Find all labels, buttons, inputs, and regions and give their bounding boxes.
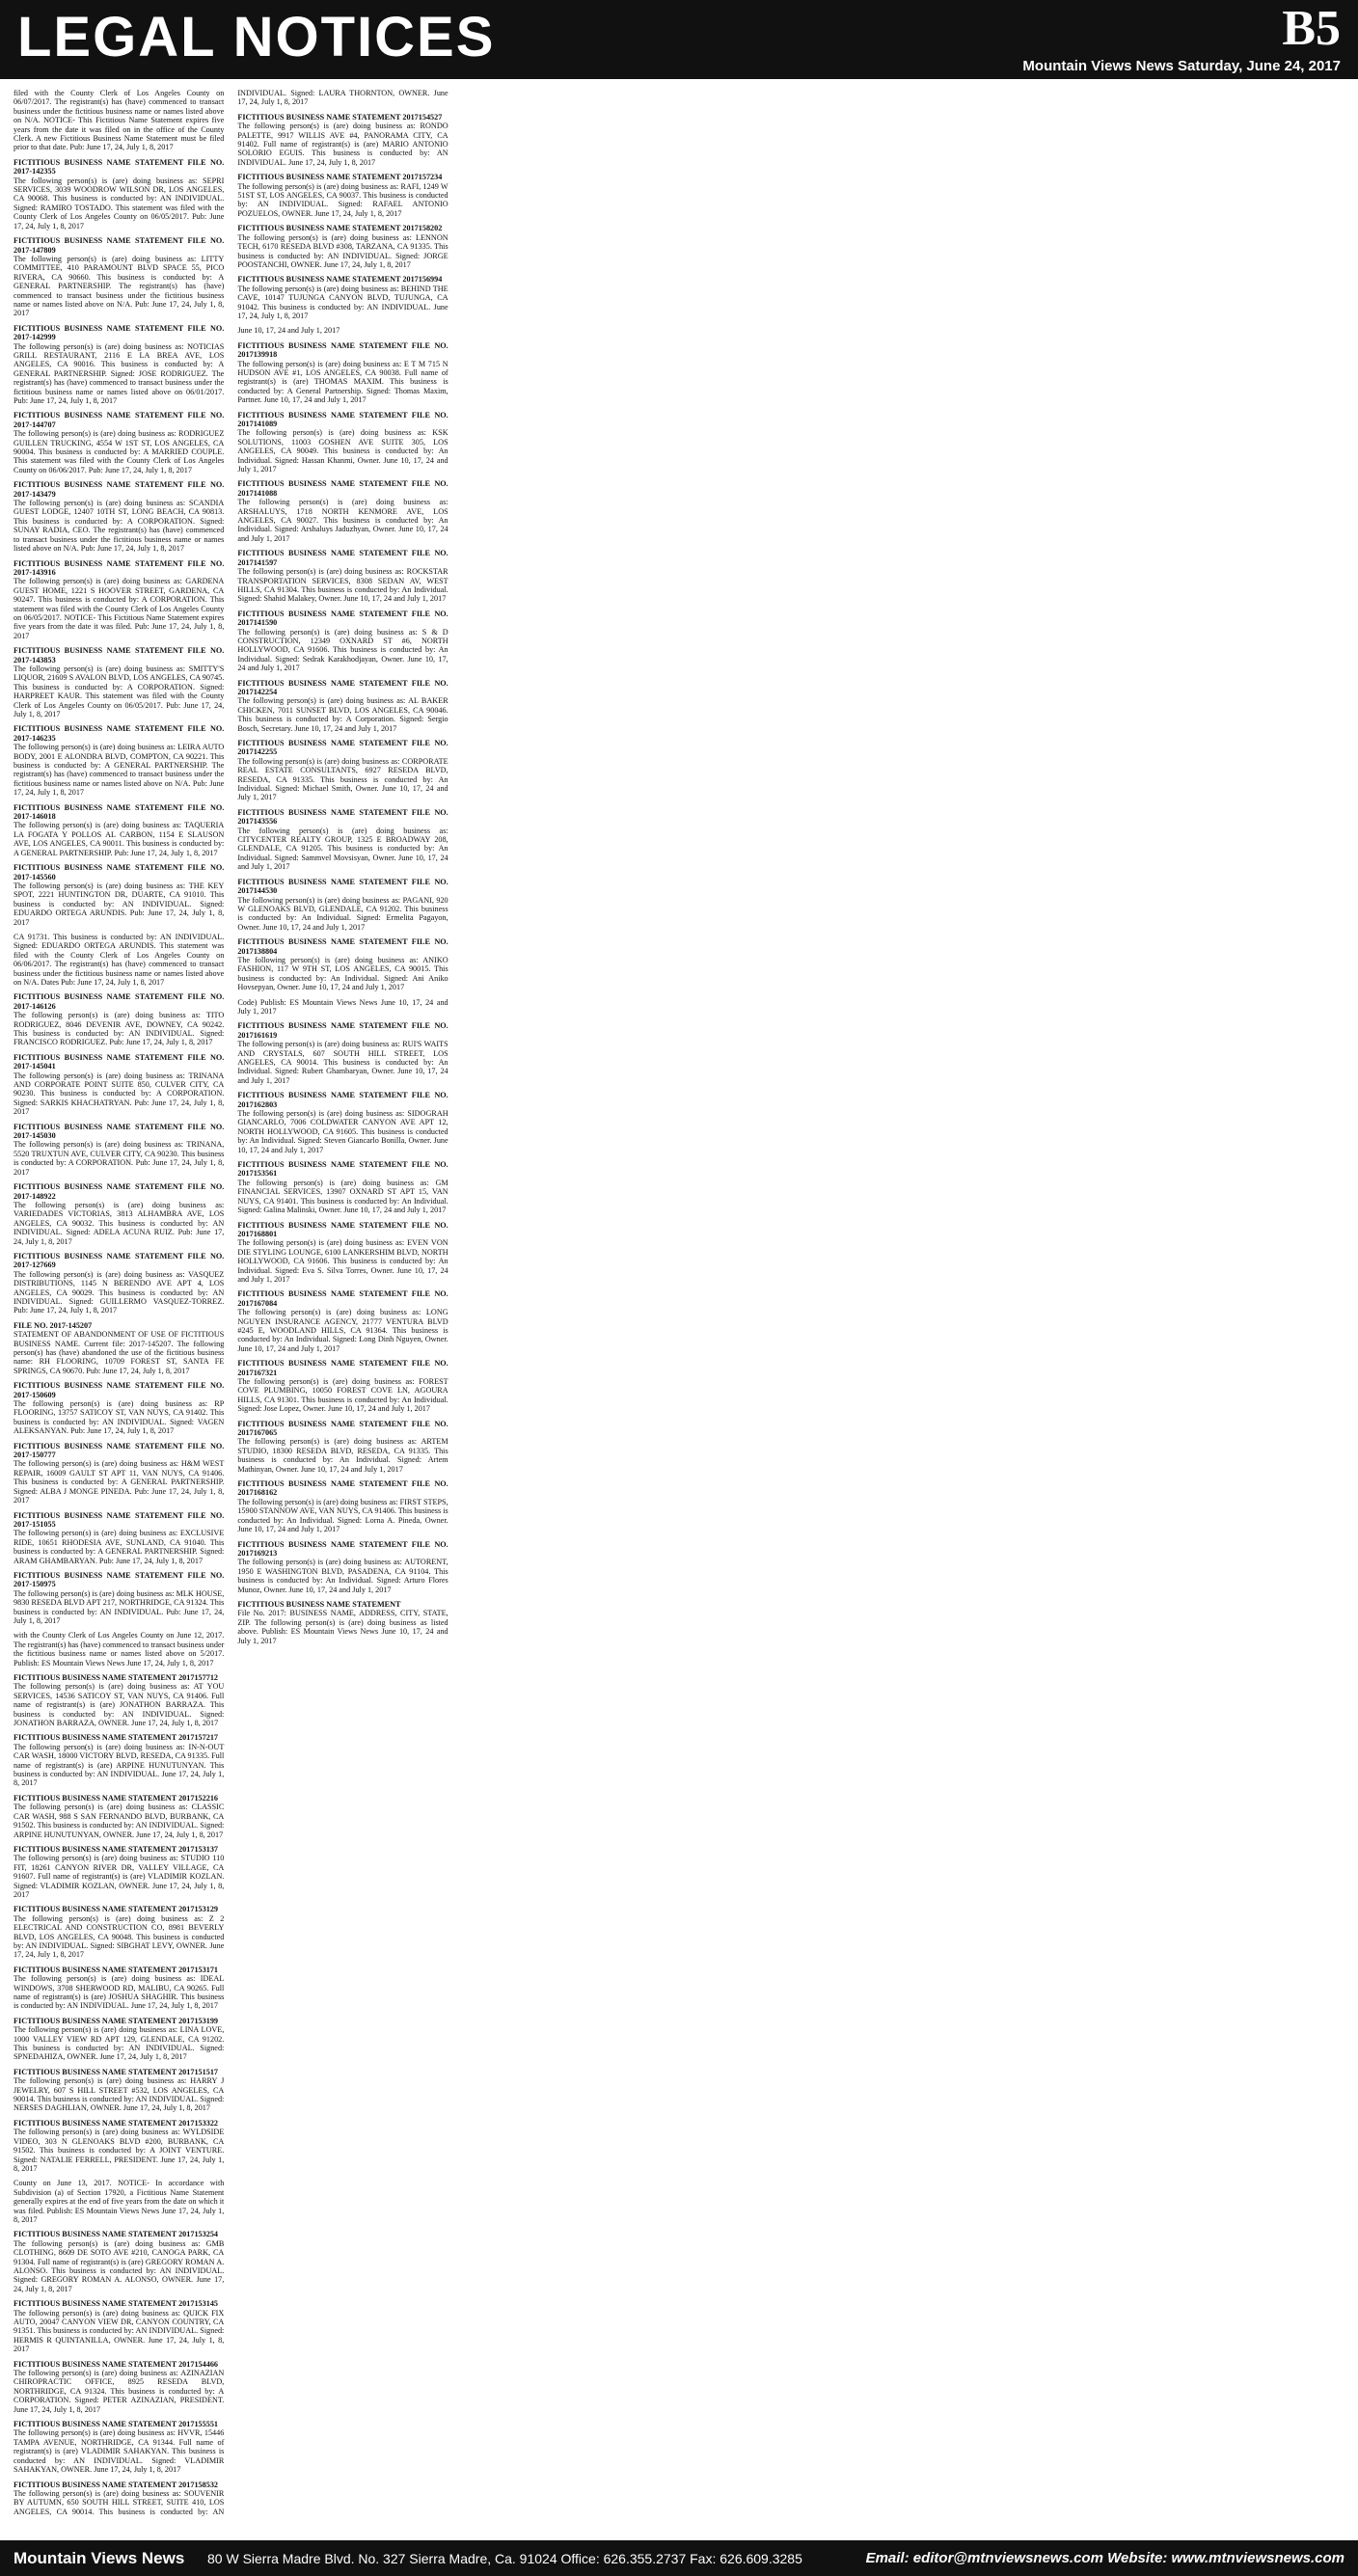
notice-heading: FICTITIOUS BUSINESS NAME STATEMENT 2017156994 bbox=[237, 275, 443, 285]
notice-text: The following person(s) is (are) doing business as: RODRIGUEZ GUILLEN TRUCKING, 4554 W 1ST ST, LOS ANGELES, CA 90004. This business is conducted by: A MARRIED COUPLE. This statement was filed with the County Clerk of Los Angeles County on 06/06/2017. Pub: June 17, 24, July 1, 8, 2017 bbox=[14, 429, 225, 475]
notice-heading: FICTITIOUS BUSINESS NAME STATEMENT FILE NO. 2017-127669 bbox=[14, 1251, 225, 1270]
notice-heading: FICTITIOUS BUSINESS NAME STATEMENT 2017153199 bbox=[14, 2016, 219, 2025]
notice-heading: FICTITIOUS BUSINESS NAME STATEMENT 2017157234 bbox=[237, 173, 443, 182]
notice-heading: FICTITIOUS BUSINESS NAME STATEMENT FILE NO. 2017141089 bbox=[237, 410, 448, 428]
notice-heading: FICTITIOUS BUSINESS NAME STATEMENT FILE NO. 2017168162 bbox=[237, 1479, 448, 1498]
notice-text: The following person(s) is (are) doing business as: HARRY J JEWELRY, 607 S HILL STREET #532, LOS ANGELES, CA 90014. This business is conducted by: AN INDIVIDUAL. Signed: NERSES DAGHLIAN, OWNER. June 17, 24, July 1, 8, 2017 bbox=[14, 2076, 225, 2113]
legal-notice bbox=[237, 1289, 448, 1353]
legal-notice bbox=[14, 1673, 224, 1727]
legal-notice bbox=[14, 992, 224, 1046]
notice-heading: FICTITIOUS BUSINESS NAME STATEMENT FILE NO. 2017-146235 bbox=[14, 724, 225, 743]
notice-text: The following person(s) is (are) doing business as: EXCLUSIVE RIDE, 10651 RHODESIA AVE, SUNLAND, CA 91040. This business is conducted by: A GENERAL PARTNERSHIP. Signed: ARAM GHAMBARYAN. Pub: June 17, 24, July 1, 8, 2017 bbox=[14, 1529, 225, 1565]
notice-heading: FICTITIOUS BUSINESS NAME STATEMENT 2017157217 bbox=[14, 1733, 219, 1743]
notice-text: The following person(s) is (are) doing business as: VASQUEZ DISTRIBUTIONS, 1145 N BERENDO AVE APT 4, LOS ANGELES, CA 90029. This business is conducted by: AN INDIVIDUAL. Signed: GUILLERMO VASQUEZ-TORREZ. Pub: June 17, 24, July 1, 8, 2017 bbox=[14, 1269, 225, 1315]
notice-heading: FICTITIOUS BUSINESS NAME STATEMENT FILE NO. 2017-145030 bbox=[14, 1122, 225, 1141]
footer-bar bbox=[0, 2540, 1358, 2576]
notice-heading: FICTITIOUS BUSINESS NAME STATEMENT FILE NO. 2017141597 bbox=[237, 549, 448, 567]
notice-text: The following person(s) is (are) doing business as: NOTICIAS GRILL RESTAURANT, 2116 E LA BREA AVE, LOS ANGELES, CA 90016. This business is conducted by: A GENERAL PARTNERSHIP. Signed: JOSE RODRIGUEZ. The registrant(s) has (have) commenced to transact business under the fictitious business name or names listed above on 06/01/2017. Pub: June 17, 24, July 1, 8, 2017 bbox=[14, 341, 225, 405]
notice-text: filed with the County Clerk of Los Angeles County on 06/07/2017. The registrant(s) has (have) commenced to transact business under the fictitious business name or names listed above on N/A. NOTICE- This Fictitious Name Statement expires five years from the date it was filed on in the office of the County Clerk. A new Fictitious Business Name Statement must be filed prior to that date. Pub: June 17, 24, July 1, 8, 2017 bbox=[14, 89, 225, 152]
notice-heading: FICTITIOUS BUSINESS NAME STATEMENT FILE NO. 2017139918 bbox=[237, 340, 448, 360]
notice-heading: FICTITIOUS BUSINESS NAME STATEMENT FILE NO. 2017-143853 bbox=[14, 646, 225, 664]
legal-notice bbox=[14, 236, 224, 318]
notice-text: The following person(s) is (are) doing business as: TAQUERIA LA FOGATA Y POLLOS AL CARBON, 1154 E SLAUSON AVE, LOS ANGELES, CA 90011. This business is conducted by: A GENERAL PARTNERSHIP. Pub: June 17, 24, July 1, 8, 2017 bbox=[14, 821, 225, 857]
notice-heading: FICTITIOUS BUSINESS NAME STATEMENT 2017153137 bbox=[14, 1844, 219, 1854]
notice-heading: FICTITIOUS BUSINESS NAME STATEMENT FILE NO. 2017161619 bbox=[237, 1021, 448, 1040]
notice-text: with the County Clerk of Los Angeles County on June 12, 2017. The registrant(s) has (have) commenced to transact business under the fictitious business name or names listed above on 5/2017. Publish: ES Mountain Views News June 17, 24, July 1, 8, 2017 bbox=[14, 1631, 225, 1668]
footer-paper-name: Mountain Views News bbox=[14, 2549, 185, 2567]
legal-notice bbox=[14, 411, 224, 475]
notice-text: The following person(s) is (are) doing business as: CITYCENTER REALTY GROUP, 1325 E BROADWAY 208, GLENDALE, CA 91205. This business is conducted by: An Individual. Signed: Sammvel Movsisyan, Owner. June 10, 17, 24 and July 1, 2017 bbox=[237, 826, 448, 872]
legal-notice bbox=[14, 1966, 224, 2011]
legal-notice bbox=[237, 549, 448, 603]
notice-text: The following person(s) is (are) doing business as: CORPORATE REAL ESTATE CONSULTANTS, 6927 RESEDA BLVD, RESEDA, CA 91335. This business is conducted by: An Individual. Signed: Michael Smith, Owner. June 10, 17, 24 and July 1, 2017 bbox=[237, 756, 448, 802]
notice-heading: FICTITIOUS BUSINESS NAME STATEMENT 2017158532 bbox=[14, 2480, 219, 2489]
legal-notice bbox=[237, 1021, 448, 1085]
notice-heading: FICTITIOUS BUSINESS NAME STATEMENT 2017155551 bbox=[14, 2420, 219, 2429]
notice-text: The following person(s) is (are) doing business as: AUTORENT, 1950 E WASHINGTON BLVD, PASADENA, CA 91104. This business is conducted by: An Individual. Signed: Arturo Flores Munoz, Owner. June 10, 17, 24 and July 1, 2017 bbox=[237, 1558, 448, 1594]
notice-text: The following person(s) is (are) doing business as: TRINANA, 5520 TRUXTUN AVE, CULVER CITY, CA 90230. This business is conducted by: A CORPORATION. Pub: June 17, 24, July 1, 8, 2017 bbox=[14, 1140, 225, 1177]
legal-notice bbox=[14, 2017, 224, 2062]
notice-text: The following person(s) is (are) doing business as: EVEN VON DIE STYLING LOUNGE, 6100 LANKERSHIM BLVD, NORTH HOLLYWOOD, CA 91606. This business is conducted by: An Individual. Signed: Eva S. Silva Torres, Owner. June 10, 17, 24 and July 1, 2017 bbox=[237, 1238, 448, 1284]
notice-text: The following person(s) is (are) doing business as: SOUVENIR BY AUTUMN, 650 SOUTH HILL STREET, SUITE 410, LOS ANGELES, CA 90014. This business is conducted by: AN INDIVIDUAL. Signed: LAURA THORNTON, OWNER. June 17, 24, July 1, 8, 2017 bbox=[14, 89, 448, 2516]
notice-text: The following person(s) is (are) doing business as: BEHIND THE CAVE, 10147 TUJUNGA CANYON BLVD, TUJUNGA, CA 91042. This business is conducted by: AN INDIVIDUAL. June 17, 24, July 1, 8, 2017 bbox=[237, 284, 448, 320]
footer-address: 80 W Sierra Madre Blvd. No. 327 Sierra Madre, Ca. 91024 Office: 626.355.2737 Fax: 626.609.3285 bbox=[207, 2551, 802, 2566]
notice-heading: FICTITIOUS BUSINESS NAME STATEMENT FILE NO. 2017144530 bbox=[237, 877, 448, 896]
legal-notice bbox=[237, 173, 448, 218]
legal-notices-body bbox=[14, 89, 1344, 2529]
legal-notice bbox=[14, 1733, 224, 1787]
notice-text: The following person(s) is (are) doing business as: QUICK FIX AUTO, 20047 CANYON VIEW DR, CANYON COUNTRY, CA 91351. This business is conducted by: AN INDIVIDUAL. Signed: HERMIS R QUINTANILLA, OWNER. June 17, 24, July 1, 8, 2017 bbox=[14, 2308, 225, 2354]
notice-text: CA 91731. This business is conducted by: AN INDIVIDUAL. Signed: EDUARDO ORTEGA ARUNDIS. This statement was filed with the County Clerk of Los Angeles County on 06/06/2017. The registrant(s) has (have) commenced to transact business under the fictitious business name or names listed above on N/A. Dates Pub: June 17, 24, July 1, 8, 2017 bbox=[14, 932, 225, 987]
notice-heading: FICTITIOUS BUSINESS NAME STATEMENT FILE NO. 2017141590 bbox=[237, 609, 448, 628]
legal-notice bbox=[14, 1182, 224, 1246]
notice-text: The following person(s) is (are) doing business as: TRINANA AND CORPORATE POINT SUITE 850, CULVER CITY, CA 90230. This business is conducted by: A CORPORATION. Signed: SARKIS KHACHATRYAN. Pub: June 17, 24, July 1, 8, 2017 bbox=[14, 1071, 225, 1117]
legal-notice bbox=[14, 1053, 224, 1117]
notice-heading: FICTITIOUS BUSINESS NAME STATEMENT 2017154466 bbox=[14, 2359, 219, 2369]
legal-notice bbox=[237, 341, 448, 405]
notice-text: The following person(s) is (are) doing business as: GM FINANCIAL SERVICES, 13907 OXNARD ST APT 15, VAN NUYS, CA 91401. This business is conducted by: An Individual. Signed: Galina Malinski, Owner. June 10, 17, 24 and July 1, 2017 bbox=[237, 1178, 448, 1215]
notice-heading: FICTITIOUS BUSINESS NAME STATEMENT FILE NO. 2017-147809 bbox=[14, 236, 225, 255]
notice-text: The following person(s) is (are) doing business as: MLK HOUSE, 9830 RESEDA BLVD APT 217, NORTHRIDGE, CA 91324. This business is conducted by: AN INDIVIDUAL. Pub: June 17, 24, July 1, 8, 2017 bbox=[14, 1588, 225, 1625]
notice-text: The following person(s) is (are) doing business as: H&M WEST REPAIR, 16009 GAULT ST APT 11, VAN NUYS, CA 91406. This business is conducted by: A GENERAL PARTNERSHIP. Signed: ALBA J MONGE PINEDA. Pub: June 17, 24, July 1, 8, 2017 bbox=[14, 1459, 225, 1505]
notice-text: The following person(s) is (are) doing business as: E T M 715 N HUDSON AVE #1, LOS ANGELES, CA 90038. Full name of registrant(s) is (are) THOMAS MAXIM. This business is conducted by: A General Partnership. Signed: Thomas Maxim, Partner. June 10, 17, 24 and July 1, 2017 bbox=[237, 359, 448, 405]
legal-notice bbox=[237, 679, 448, 733]
notice-text: The following person(s) is (are) doing business as: GARDENA GUEST HOME, 1221 S HOOVER STREET, GARDENA, CA 90247. This business is conducted by: A CORPORATION. This statement was filed with the County Clerk of Los Angeles County on 06/05/2017. NOTICE- This Fictitious Name Statement expires five years from the date it was filed. Pub: June 17, 24, July 1, 8, 2017 bbox=[14, 577, 225, 640]
legal-notice bbox=[237, 998, 448, 1017]
notice-heading: FICTITIOUS BUSINESS NAME STATEMENT FILE NO. 2017-144707 bbox=[14, 411, 225, 429]
notice-heading: FICTITIOUS BUSINESS NAME STATEMENT FILE NO. 2017-148922 bbox=[14, 1182, 225, 1201]
notice-heading: FICTITIOUS BUSINESS NAME STATEMENT FILE NO. 2017-150975 bbox=[14, 1570, 225, 1589]
legal-notice bbox=[14, 559, 224, 641]
notice-text: The following person(s) is (are) doing business as: SCANDIA GUEST LODGE, 12407 10TH ST, LONG BEACH, CA 90813. This business is conducted by: A CORPORATION. Signed: SUNAY RADIA, CEO. The registrant(s) has (have) commenced to transact business under the fictitious business name or names listed above on N/A. Pub: June 17, 24, July 1, 8, 2017 bbox=[14, 499, 225, 554]
legal-notice bbox=[14, 1511, 224, 1565]
notice-heading: FICTITIOUS BUSINESS NAME STATEMENT 2017157712 bbox=[14, 1673, 219, 1682]
notice-columns bbox=[14, 89, 1344, 2529]
notice-text: The following person(s) is (are) doing business as: LEIRA AUTO BODY, 2001 E ALONDRA BLVD, COMPTON, CA 90221. This business is conducted by: A GENERAL PARTNERSHIP. The registrant(s) has (have) commenced to transact business under the fictitious business name or names listed above on N/A. Pub: June 17, 24, July 1, 8, 2017 bbox=[14, 743, 225, 798]
notice-text: The following person(s) is (are) doing business as: FIRST STEPS, 15900 STANNOW AVE, VAN NUYS, CA 91406. This business is conducted by: An Individual. Signed: Lorna A. Pineda, Owner. June 10, 17, 24 and July 1, 2017 bbox=[237, 1497, 448, 1534]
notice-heading: FICTITIOUS BUSINESS NAME STATEMENT FILE NO. 2017142254 bbox=[237, 678, 448, 696]
notice-heading: FICTITIOUS BUSINESS NAME STATEMENT 2017153254 bbox=[14, 2230, 219, 2239]
notice-heading: FICTITIOUS BUSINESS NAME STATEMENT FILE NO. 2017143556 bbox=[237, 807, 448, 827]
legal-notice bbox=[237, 878, 448, 932]
notice-heading: FICTITIOUS BUSINESS NAME STATEMENT bbox=[237, 1599, 401, 1609]
legal-notice bbox=[14, 324, 224, 406]
legal-notice bbox=[237, 479, 448, 543]
notice-heading: FICTITIOUS BUSINESS NAME STATEMENT FILE NO. 2017-142999 bbox=[14, 323, 225, 342]
notice-text: The following person(s) is (are) doing business as: IN-N-OUT CAR WASH, 18000 VICTORY BLVD, RESEDA, CA 91335. Full name of registrant(s) is (are) ARPINE HUNUTUNYAN. This business is conducted by: AN INDIVIDUAL. June 17, 24, July 1, 8, 2017 bbox=[14, 1742, 225, 1788]
legal-notice bbox=[237, 1359, 448, 1413]
legal-notice bbox=[14, 803, 224, 857]
notice-heading: FICTITIOUS BUSINESS NAME STATEMENT FILE NO. 2017167321 bbox=[237, 1359, 448, 1377]
notice-heading: FICTITIOUS BUSINESS NAME STATEMENT FILE NO. 2017-146018 bbox=[14, 802, 225, 822]
notice-heading: FICTITIOUS BUSINESS NAME STATEMENT FILE NO. 2017138804 bbox=[237, 937, 448, 956]
notice-text: The following person(s) is (are) doing business as: RP FLOORING, 13757 SATICOY ST, VAN NUYS, CA 91402. This business is conducted by: AN INDIVIDUAL. Signed: VAGEN ALEKSANYAN. Pub: June 17, 24, July 1, 8, 2017 bbox=[14, 1399, 225, 1436]
section-title: LEGAL NOTICES bbox=[17, 6, 496, 68]
notice-heading: FICTITIOUS BUSINESS NAME STATEMENT 2017154527 bbox=[237, 112, 443, 122]
legal-notice bbox=[237, 739, 448, 802]
legal-notice bbox=[237, 113, 448, 167]
notice-text: The following person(s) is (are) doing business as: CLASSIC CAR WASH, 988 S SAN FERNANDO BLVD, BURBANK, CA 91502. This business is conducted by: AN INDIVIDUAL. Signed: ARPINE HUNUTUNYAN, OWNER. June 17, 24, July 1, 8, 2017 bbox=[14, 1803, 225, 1839]
legal-notice bbox=[237, 1479, 448, 1533]
notice-text: The following person(s) is (are) doing business as: AL BAKER CHICKEN, 7011 SUNSET BLVD, LOS ANGELES, CA 90046. This business is conducted by: A Corporation. Signed: Sergio Bosch, Secretary. June 10, 17, 24 and July 1, 2017 bbox=[237, 696, 448, 733]
notice-heading: FICTITIOUS BUSINESS NAME STATEMENT FILE NO. 2017-150777 bbox=[14, 1441, 225, 1460]
notice-heading: FICTITIOUS BUSINESS NAME STATEMENT FILE NO. 2017-151055 bbox=[14, 1510, 225, 1529]
legal-notice bbox=[14, 646, 224, 719]
legal-notice bbox=[14, 724, 224, 797]
legal-notice bbox=[14, 1252, 224, 1315]
notice-text: The following person(s) is (are) doing business as: PAGANI, 920 W GLENOAKS BLVD, GLENDALE, CA 91202. This business is conducted by: An Individual. Signed: Ermelita Pagayon, Owner. June 10, 17, 24 and July 1, 2017 bbox=[237, 895, 448, 932]
legal-notice bbox=[237, 937, 448, 991]
legal-notice bbox=[14, 480, 224, 553]
legal-notice bbox=[237, 1160, 448, 1214]
notice-heading: FICTITIOUS BUSINESS NAME STATEMENT FILE NO. 2017-142355 bbox=[14, 157, 225, 176]
notice-heading: FICTITIOUS BUSINESS NAME STATEMENT FILE NO. 2017-145560 bbox=[14, 863, 225, 881]
masthead bbox=[0, 0, 1358, 79]
notice-heading: FICTITIOUS BUSINESS NAME STATEMENT 2017153145 bbox=[14, 2299, 219, 2309]
legal-notice bbox=[237, 411, 448, 475]
notice-heading: FILE NO. 2017-145207 bbox=[14, 1320, 93, 1330]
legal-notice bbox=[237, 1600, 448, 1645]
notice-heading: FICTITIOUS BUSINESS NAME STATEMENT FILE NO. 2017-146126 bbox=[14, 992, 225, 1011]
legal-notice bbox=[237, 224, 448, 269]
legal-notice bbox=[14, 158, 224, 230]
legal-notice bbox=[14, 1123, 224, 1177]
notice-text: The following person(s) is (are) doing business as: RONDO PALETTE, 9917 WILLIS AVE #4, PANORAMA CITY, CA 91402. Full name of registrant(s) is (are) MARIO ANTONIO SOLORIO EGUIS. This business is conducted by: AN INDIVIDUAL. June 17, 24, July 1, 8, 2017 bbox=[237, 122, 448, 167]
legal-notice bbox=[14, 1794, 224, 1839]
legal-notice bbox=[14, 2119, 224, 2173]
notice-heading: FICTITIOUS BUSINESS NAME STATEMENT FILE NO. 2017142255 bbox=[237, 739, 448, 757]
notice-text: The following person(s) is (are) doing business as: IDEAL WINDOWS, 3708 SHERWOOD RD, MALIBU, CA 90265. Full name of registrant(s) is (are) JOSHUA SHAGHIR. This business is conducted by: AN INDIVIDUAL. June 17, 24, July 1, 8, 2017 bbox=[14, 1974, 225, 2011]
notice-heading: FICTITIOUS BUSINESS NAME STATEMENT FILE NO. 2017-150609 bbox=[14, 1381, 225, 1399]
notice-heading: FICTITIOUS BUSINESS NAME STATEMENT FILE NO. 2017169213 bbox=[237, 1539, 448, 1558]
legal-notice bbox=[237, 275, 448, 320]
notice-heading: FICTITIOUS BUSINESS NAME STATEMENT 2017158202 bbox=[237, 224, 443, 233]
notice-heading: FICTITIOUS BUSINESS NAME STATEMENT 2017151517 bbox=[14, 2067, 219, 2076]
notice-text: The following person(s) is (are) doing business as: ANIKO FASHION, 117 W 9TH ST, LOS ANGELES, CA 90015. This business is conducted by: An Individual. Signed: Ani Aniko Hovsepyan, Owner. June 10, 17, 24 and July 1, 2017 bbox=[237, 955, 448, 992]
legal-notice bbox=[237, 326, 448, 335]
legal-notice bbox=[14, 1571, 224, 1625]
notice-text: The following person(s) is (are) doing business as: S & D CONSTRUCTION, 12349 OXNARD ST #6, NORTH HOLLYWOOD, CA 91606. This business is conducted by: An Individual. Signed: Sedrak Karakhodjayan, Owner. June 10, 17, 24 and July 1, 2017 bbox=[237, 627, 448, 673]
notice-heading: FICTITIOUS BUSINESS NAME STATEMENT FILE NO. 2017167084 bbox=[237, 1289, 448, 1308]
legal-notice bbox=[14, 2068, 224, 2113]
notice-text: The following person(s) is (are) doing business as: TITO RODRIGUEZ, 8046 DEVENIR AVE, DOWNEY, CA 90242. This business is conducted by: AN INDIVIDUAL. Signed: FRANCISCO RODRIGUEZ. Pub: June 17, 24, July 1, 8, 2017 bbox=[14, 1011, 225, 1047]
notice-text: The following person(s) is (are) doing business as: SMITTY'S LIQUOR, 21609 S AVALON BLVD, LOS ANGELES, CA 90745. This business is conducted by: A CORPORATION. Signed: HARPREET KAUR. This statement was filed with the County Clerk of Los Angeles County on 06/05/2017. Pub: June 17, 24, July 1, 8, 2017 bbox=[14, 664, 225, 719]
notice-heading: FICTITIOUS BUSINESS NAME STATEMENT FILE NO. 2017162803 bbox=[237, 1091, 448, 1109]
legal-notice bbox=[14, 2230, 224, 2293]
notice-text: The following person(s) is (are) doing business as: SEPRI SERVICES, 3039 WOODROW WILSON DR, LOS ANGELES, CA 90068. This business is conducted by: AN INDIVIDUAL. Signed: RAMIRO TOSTADO. This statement was filed with the County Clerk of Los Angeles County on 06/05/2017. Pub: June 17, 24, July 1, 8, 2017 bbox=[14, 176, 225, 230]
legal-notice bbox=[237, 1540, 448, 1594]
notice-heading: FICTITIOUS BUSINESS NAME STATEMENT FILE NO. 2017167065 bbox=[237, 1419, 448, 1438]
notice-heading: FICTITIOUS BUSINESS NAME STATEMENT FILE NO. 2017153561 bbox=[237, 1160, 448, 1179]
legal-notice bbox=[237, 808, 448, 872]
dateline: Mountain Views News Saturday, June 24, 2017 bbox=[1022, 58, 1341, 74]
notice-text: The following person(s) is (are) doing business as: AZINAZIAN CHIROPRACTIC OFFICE, 8925 RESEDA BLVD, NORTHRIDGE, CA 91324. This business is conducted by: A CORPORATION. Signed: PETER AZINAZIAN, PRESIDENT. June 17, 24, July 1, 8, 2017 bbox=[14, 2369, 225, 2414]
notice-heading: FICTITIOUS BUSINESS NAME STATEMENT FILE NO. 2017141088 bbox=[237, 479, 448, 498]
notice-heading: FICTITIOUS BUSINESS NAME STATEMENT 2017152216 bbox=[14, 1793, 219, 1803]
notice-heading: FICTITIOUS BUSINESS NAME STATEMENT 2017153322 bbox=[14, 2118, 219, 2128]
notice-text: June 10, 17, 24 and July 1, 2017 bbox=[237, 326, 340, 336]
notice-text: STATEMENT OF ABANDONMENT OF USE OF FICTITIOUS BUSINESS NAME. Current file: 2017-145207. The following person(s) has (have) abandoned the use of the fictitious business name: RH FLOORING, 10709 FOREST ST, SANTA FE SPRINGS, CA 90670. Pub: June 17, 24, July 1, 8, 2017 bbox=[14, 1330, 225, 1375]
legal-notice bbox=[14, 1321, 224, 1375]
legal-notice bbox=[14, 1631, 224, 1668]
legal-notice bbox=[237, 610, 448, 673]
notice-text: The following person(s) is (are) doing business as: ROCKSTAR TRANSPORTATION SERVICES, 8308 SEDAN AV, WEST HILLS, CA 91304. This business is conducted by: An Individual. Signed: Shahid Malakey, Owner. June 10, 17, 24 and July 1, 2017 bbox=[237, 567, 448, 604]
legal-notice bbox=[14, 1442, 224, 1505]
notice-heading: FICTITIOUS BUSINESS NAME STATEMENT 2017153171 bbox=[14, 1965, 219, 1974]
legal-notice bbox=[14, 2360, 224, 2414]
notice-text: The following person(s) is (are) doing business as: KSK SOLUTIONS, 11003 GOSHEN AVE SUITE 305, LOS ANGELES, CA 90049. This business is conducted by: An Individual. Signed: Hassan Khanmi, Owner. June 10, 17, 24 and July 1, 2017 bbox=[237, 428, 448, 475]
legal-notice bbox=[14, 1381, 224, 1435]
legal-notice bbox=[237, 1221, 448, 1285]
notice-text: The following person(s) is (are) doing business as: HVVR, 15446 TAMPA AVENUE, NORTHRIDGE, CA 91344. Full name of registrant(s) is (are) VLADIMIR SAHAKYAN. This business is conducted by: AN INDIVIDUAL. Signed: VLADIMIR SAHAKYAN, OWNER. June 17, 24, July 1, 8, 2017 bbox=[14, 2428, 225, 2475]
notice-text: The following person(s) is (are) doing business as: SIDOGRAH GIANCARLO, 7006 COLDWATER CANYON AVE APT 12, NORTH HOLLYWOOD, CA 91605. This business is conducted by: An Individual. Signed: Steven Giancarlo Bonilla, Owner. June 10, 17, 24 and July 1, 2017 bbox=[237, 1109, 448, 1154]
legal-notice bbox=[237, 1091, 448, 1154]
notice-text: The following person(s) is (are) doing business as: AT YOU SERVICES, 14536 SATICOY ST, VAN NUYS, CA 91406. Full name of registrant(s) is (are) JONATHON BARRAZA. This business is conducted by: AN INDIVIDUAL. Signed: JONATHON BARRAZA, OWNER. June 17, 24, July 1, 8, 2017 bbox=[14, 1682, 225, 1728]
notice-heading: FICTITIOUS BUSINESS NAME STATEMENT FILE NO. 2017-143479 bbox=[14, 480, 225, 499]
notice-text: The following person(s) is (are) doing business as: RUI'S WAITS AND CRYSTALS, 607 SOUTH HILL STREET, LOS ANGELES, CA 90014. This business is conducted by: An Individual. Signed: Rubert Ghambaryan, Owner. June 10, 17, 24 and July 1, 2017 bbox=[237, 1040, 448, 1085]
notice-text: The following person(s) is (are) doing business as: LONG NGUYEN INSURANCE AGENCY, 21777 VENTURA BLVD #245 E, WOODLAND HILLS, CA 91364. This business is conducted by: An Individual. Signed: Long Dinh Nguyen, Owner. June 10, 17, 24 and July 1, 2017 bbox=[237, 1308, 448, 1353]
notice-text: The following person(s) is (are) doing business as: THE KEY SPOT, 2221 HUNTINGTON DR, DUARTE, CA 91010. This business is conducted by: AN INDIVIDUAL. Signed: EDUARDO ORTEGA ARUNDIS. Pub: June 17, 24, July 1, 8, 2017 bbox=[14, 881, 225, 927]
legal-notice bbox=[14, 1905, 224, 1959]
notice-heading: FICTITIOUS BUSINESS NAME STATEMENT FILE NO. 2017-143916 bbox=[14, 558, 225, 577]
notice-text: The following person(s) is (are) doing business as: ARSHALUYS, 1718 NORTH KENMORE AVE, LOS ANGELES, CA 90027. This business is conducted by: An Individual. Signed: Arshaluys Jaduzhyan, Owner. June 10, 17, 24 and July 1, 2017 bbox=[237, 498, 448, 543]
notice-text: The following person(s) is (are) doing business as: LINA LOVE, 1000 VALLEY VIEW RD APT 129, GLENDALE, CA 91202. This business is conducted by: AN INDIVIDUAL. Signed: SPNEDAHIZA, OWNER. June 17, 24, July 1, 8, 2017 bbox=[14, 2025, 225, 2062]
notice-text: The following person(s) is (are) doing business as: RAFI, 1249 W 51ST ST, LOS ANGELES, CA 90037. This business is conducted by: AN INDIVIDUAL. Signed: RAFAEL ANTONIO POZUELOS, OWNER. June 17, 24, July 1, 8, 2017 bbox=[237, 181, 448, 218]
notice-heading: FICTITIOUS BUSINESS NAME STATEMENT 2017153129 bbox=[14, 1905, 219, 1914]
notice-text: The following person(s) is (are) doing business as: GMB CLOTHING, 8609 DE SOTO AVE #210, CANOGA PARK, CA 91304. Full name of registrant(s) is (are) GREGORY ROMAN A. ALONSO. This business is conducted by: AN INDIVIDUAL. Signed: GREGORY ROMAN A. ALONSO, OWNER. June 17, 24, July 1, 8, 2017 bbox=[14, 2238, 225, 2293]
legal-notice bbox=[14, 89, 224, 152]
legal-notice bbox=[237, 1420, 448, 1474]
notice-text: The following person(s) is (are) doing business as: LENNON TECH, 6170 RESEDA BLVD #308, TARZANA, CA 91335. This business is conducted by: AN INDIVIDUAL. Signed: JORGE POOSTANCHI, OWNER. June 17, 24, July 1, 8, 2017 bbox=[237, 232, 448, 269]
notice-text: The following person(s) is (are) doing business as: FOREST COVE PLUMBING, 10050 FOREST COVE LN, AGOURA HILLS, CA 91301. This business is conducted by: An Individual. Signed: Jose Lopez, Owner. June 10, 17, 24 and July 1, 2017 bbox=[237, 1377, 448, 1414]
legal-notice bbox=[14, 1845, 224, 1899]
legal-notice bbox=[14, 2179, 224, 2224]
notice-text: The following person(s) is (are) doing business as: Z 2 ELECTRICAL AND CONSTRUCTION CO, 8981 BEVERLY BLVD, LOS ANGELES, CA 90048. This business is conducted by: AN INDIVIDUAL. Signed: SIBGHAT LEVY, OWNER. June 17, 24, July 1, 8, 2017 bbox=[14, 1913, 225, 1960]
notice-text: Code) Publish: ES Mountain Views News June 10, 17, 24 and July 1, 2017 bbox=[237, 997, 448, 1016]
notice-text: The following person(s) is (are) doing business as: LITTY COMMITTEE, 410 PARAMOUNT BLVD SPACE 55, PICO RIVERA, CA 90660. This business is conducted by: A GENERAL PARTNERSHIP. The registrant(s) has (have) commenced to transact business under the fictitious business name or names listed above on N/A. Pub: June 17, 24, July 1, 8, 2017 bbox=[14, 254, 225, 318]
notice-text: The following person(s) is (are) doing business as: WYLDSIDE VIDEO, 303 N GLENOAKS BLVD #200, BURBANK, CA 91502. This business is conducted by: A JOINT VENTURE. Signed: NATALIE FERRELL, PRESIDENT. June 17, 24, July 1, 8, 2017 bbox=[14, 2128, 225, 2173]
notice-text: The following person(s) is (are) doing business as: STUDIO 110 FIT, 18261 CANYON RIVER DR, VALLEY VILLAGE, CA 91607. Full name of registrant(s) is (are) VLADIMIR KOZLAN. Signed: VLADIMIR KOZLAN, OWNER. June 17, 24, July 1, 8, 2017 bbox=[14, 1854, 225, 1899]
legal-notice bbox=[14, 933, 224, 987]
notice-text: County on June 13, 2017. NOTICE- In accordance with Subdivision (a) of Section 17920, a Fictitious Name Statement generally expires at the end of five years from the date on which it was filed. Publish: ES Mountain Views News June 17, 24, July 1, 8, 2017 bbox=[14, 2179, 225, 2224]
footer-contact: Email: editor@mtnviewsnews.com Website: www.mtnviewsnews.com bbox=[865, 2550, 1344, 2566]
notice-heading: FICTITIOUS BUSINESS NAME STATEMENT FILE NO. 2017-145041 bbox=[14, 1052, 225, 1071]
legal-notice bbox=[14, 2420, 224, 2474]
legal-notice bbox=[14, 863, 224, 927]
notice-text: The following person(s) is (are) doing business as: VARIEDADES VICTORIAS, 3813 ALHAMBRA AVE, LOS ANGELES, CA 90032. This business is conducted by: AN INDIVIDUAL. Signed: ADELA ACUNA RUIZ. Pub: June 17, 24, July 1, 8, 2017 bbox=[14, 1200, 225, 1246]
notice-heading: FICTITIOUS BUSINESS NAME STATEMENT FILE NO. 2017168801 bbox=[237, 1220, 448, 1238]
legal-notice bbox=[14, 2299, 224, 2353]
notice-text: File No. 2017: BUSINESS NAME, ADDRESS, CITY, STATE, ZIP. The following person(s) is (are) doing business as listed above. Publish: ES Mountain Views News June 10, 17, 24 and July 1, 2017 bbox=[237, 1609, 448, 1645]
notice-text: The following person(s) is (are) doing business as: ARTEM STUDIO, 18300 RESEDA BLVD, RESEDA, CA 91335. This business is conducted by: An Individual. Signed: Artem Mathinyan, Owner. June 10, 17, 24 and July 1, 2017 bbox=[237, 1437, 448, 1474]
page-number: B5 bbox=[1282, 1, 1341, 56]
